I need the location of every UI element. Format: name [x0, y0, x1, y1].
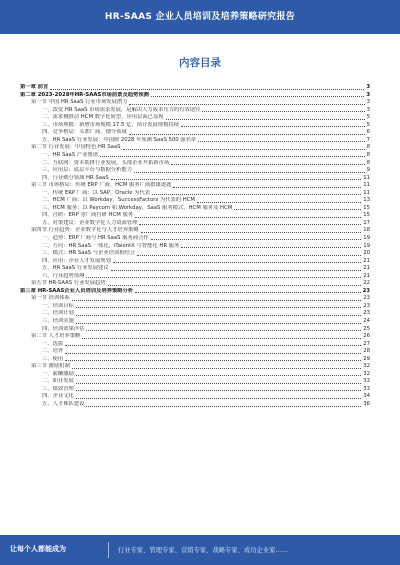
toc-entry-text: 二、HCM 厂商：以 Workday、SuccessFactors 为代表的 HCM: [42, 197, 195, 204]
toc-entry-text: 四、应用：企业人才发展规划: [42, 257, 111, 264]
toc-page-number: 28: [363, 348, 370, 355]
toc-entry-text: 第一节 中国 HR SaaS 行业市场发展潜力: [31, 99, 128, 106]
toc-entry-text: 二、方向：HR SaaS 一体化，iTalentX 与智能化 HR 服务: [42, 242, 180, 249]
toc-page-number: 33: [363, 378, 370, 385]
toc-entry[interactable]: [20, 401, 370, 409]
toc-page-number: 26: [363, 333, 370, 340]
toc-page-number: 19: [363, 234, 370, 241]
dot-leader: [173, 187, 361, 188]
dot-leader: [166, 119, 365, 120]
toc-entry[interactable]: [20, 310, 370, 318]
toc-page-number: 17: [363, 219, 370, 226]
report-title: HR-SAAS 企业人员培训及培养策略研究报告: [104, 12, 296, 22]
dot-leader: [76, 375, 361, 376]
toc-entry[interactable]: [20, 393, 370, 401]
toc-page-number: 18: [363, 227, 370, 234]
toc-entry[interactable]: [20, 182, 370, 190]
toc-entry[interactable]: [20, 288, 370, 296]
toc-entry-text: 五、人才梯队建设: [42, 401, 85, 408]
toc-entry-text: 四、企业文化: [42, 393, 74, 400]
toc-entry[interactable]: [20, 99, 370, 107]
toc-page-number: 3: [366, 91, 370, 98]
toc-entry[interactable]: [20, 356, 370, 364]
toc-entry[interactable]: [20, 348, 370, 356]
toc-entry-text: 一、培训目标: [42, 302, 74, 309]
toc-entry-text: 四、培训效果评估: [42, 325, 85, 332]
dot-leader: [202, 111, 364, 112]
toc-page-number: 20: [363, 250, 370, 257]
toc-entry-text: 第二章 2023-2028年HR-SAAS市场前景及趋势预测: [20, 91, 149, 98]
toc-entry-text: 三、模式：HR SaaS 与企业培训相结合: [42, 250, 136, 257]
toc-entry[interactable]: [20, 265, 370, 273]
toc-entry-text: 一、选拔: [42, 340, 64, 347]
toc-entry[interactable]: [20, 152, 370, 160]
dot-leader: [65, 345, 361, 346]
dot-leader: [65, 353, 361, 354]
toc-entry[interactable]: [20, 144, 370, 152]
toc-entry[interactable]: [20, 280, 370, 288]
toc-page-number: 19: [363, 242, 370, 249]
dot-leader: [141, 232, 362, 233]
toc-entry[interactable]: [20, 242, 370, 250]
toc-page-number: 8: [366, 151, 370, 158]
dot-leader: [86, 406, 361, 407]
dot-leader: [234, 209, 361, 210]
toc-entry-text: 第一节 培训体系: [31, 295, 70, 302]
toc-entry-text: 第五节 HR-SAAS 行业发展趋势: [31, 280, 106, 287]
dot-leader: [86, 277, 361, 278]
toc-entry-text: 二、培养: [42, 348, 64, 355]
toc-page-number: 5: [366, 121, 370, 128]
dot-leader: [181, 126, 365, 127]
toc-page-number: 15: [363, 204, 370, 211]
toc-entry[interactable]: [20, 114, 370, 122]
dot-leader: [152, 194, 361, 195]
dot-leader: [76, 398, 361, 399]
toc-entry-text: 第四节 行业趋势：企业数字化与人才培养策略: [31, 227, 139, 234]
dot-leader: [151, 96, 364, 97]
dot-leader: [76, 307, 361, 308]
toc-page-number: 21: [363, 257, 370, 264]
dot-leader: [82, 338, 361, 339]
dot-leader: [135, 292, 360, 293]
toc-page-number: 5: [366, 114, 370, 121]
toc-entry[interactable]: [20, 167, 370, 175]
toc-entry-text: 四、自研：ERP 等厂商自研 HCM 服务: [42, 212, 134, 219]
toc-entry-text: 五、HR SaaS 行业发展建议: [42, 265, 109, 272]
toc-entry[interactable]: [20, 371, 370, 379]
toc-entry-text: 一、传统 ERP 厂商：以 SAP、Oracle 为代表: [42, 189, 151, 196]
toc-page-number: 3: [366, 106, 370, 113]
toc-entry-text: 第三章 HR-SAAS企业人员培训及培养策略分析: [20, 287, 134, 294]
toc-entry-text: 三、应用层：底层平台与数据分析能力: [42, 167, 133, 174]
toc-entry-text: 三、培训实施: [42, 318, 74, 324]
dot-leader: [76, 315, 361, 316]
toc-page-number: 32: [363, 363, 370, 370]
toc-entry-text: 五、HR SaaS 行业发展：中国榜 2028 年预测 SaaS 500 强名单: [42, 136, 197, 143]
toc-entry-text: 一、薪酬激励: [42, 370, 74, 377]
toc-entry-text: 第二节 人才培养策略: [31, 333, 81, 340]
toc-page-number: 3: [366, 99, 370, 106]
toc-entry[interactable]: [20, 84, 370, 92]
toc-entry[interactable]: [20, 318, 370, 326]
toc-entry[interactable]: [20, 326, 370, 334]
toc-title: 内容目录: [179, 57, 221, 69]
dot-leader: [151, 239, 362, 240]
toc-entry-text: 二、需求侧推动 HCM 数字化转型，应用层面已显现: [42, 114, 164, 121]
toc-page-number: 36: [363, 401, 370, 408]
toc-entry-text: 四、竞争格局：头部厂商、细分领域: [42, 129, 127, 136]
toc-page-number: 32: [363, 370, 370, 377]
toc-entry-text: 第三节 市场格局：传统 ERP 厂商、HCM 服务厂商群雄逐鹿: [31, 182, 172, 189]
toc-entry[interactable]: [20, 159, 370, 167]
toc-entry[interactable]: [20, 363, 370, 371]
toc-entry[interactable]: [20, 333, 370, 341]
toc-entry[interactable]: [20, 129, 370, 137]
toc-page-number: 11: [363, 182, 370, 189]
toc-entry[interactable]: [20, 341, 370, 349]
toc-page-number: 27: [363, 340, 370, 347]
footer-bar: [0, 535, 400, 565]
dot-leader: [111, 179, 362, 180]
toc-entry-text: 第一章 前言: [20, 84, 49, 91]
toc-page-number: 21: [363, 272, 370, 279]
dot-leader: [50, 89, 364, 90]
toc-entry-text: 一、改变 HR SaaS 市场需求发展，是解决人力成本压力的有效途径: [42, 106, 201, 113]
toc-page-number: 6: [366, 129, 370, 136]
dot-leader: [129, 134, 365, 135]
toc-entry[interactable]: [20, 220, 370, 228]
toc-entry[interactable]: [20, 378, 370, 386]
toc-entry-text: 五、对策建议：企业数字化人力资源管理: [42, 219, 138, 226]
toc-entry-text: 三、使用: [42, 355, 64, 362]
toc-entry[interactable]: [20, 386, 370, 394]
toc-page-number: 13: [363, 197, 370, 204]
toc-entry-text: 一、趋势：ERP 厂商与 HR SaaS 服务商合作: [42, 234, 149, 241]
toc-entry[interactable]: [20, 92, 370, 100]
toc-page-number: 23: [362, 287, 370, 294]
dot-leader: [108, 285, 362, 286]
toc-entry-text: 三、市场规模：新增市场规模 17.5 亿，预计发展规模持续: [42, 121, 179, 128]
toc-page-number: 8: [366, 144, 370, 151]
toc-entry[interactable]: [20, 205, 370, 213]
toc-page-number: 11: [363, 189, 370, 196]
dot-leader: [76, 383, 361, 384]
toc-page-number: 8: [366, 159, 370, 166]
toc-entry-text: 二、培训计划: [42, 310, 74, 317]
toc-entry-text: 六、行业趋势预测: [42, 272, 85, 279]
dot-leader: [123, 149, 365, 150]
toc-entry[interactable]: [20, 295, 370, 303]
toc-page-number: 34: [363, 393, 370, 400]
dot-leader: [134, 172, 365, 173]
toc-page-number: 24: [363, 318, 370, 324]
dot-leader: [72, 368, 361, 369]
toc-entry[interactable]: [20, 197, 370, 205]
dot-leader: [197, 202, 361, 203]
toc-entry[interactable]: [20, 175, 370, 183]
toc-entry-text: 第三节 激励机制: [31, 363, 70, 370]
toc-entry[interactable]: [20, 137, 370, 145]
toc-page-number: 7: [366, 136, 370, 143]
toc-page-number: 25: [363, 325, 370, 332]
dot-leader: [129, 104, 364, 105]
toc-page-number: 29: [363, 355, 370, 362]
toc-entry-text: 二、职业发展: [42, 378, 74, 385]
toc-entry[interactable]: [20, 190, 370, 198]
toc-entry-text: 二、互联网：资本助推行业发展，头部企业开拓新市场: [42, 159, 170, 166]
toc-page-number: 9: [366, 167, 370, 174]
toc-page-number: 23: [363, 302, 370, 309]
dot-leader: [76, 323, 361, 324]
toc-entry-text: 第二节 行业发展：中国特色 HR SaaS: [31, 144, 121, 151]
toc-entry[interactable]: [20, 273, 370, 281]
dot-leader: [72, 300, 361, 301]
dot-leader: [76, 390, 361, 391]
toc-page-number: 3: [366, 84, 370, 91]
toc-page-number: 23: [363, 310, 370, 317]
toc-page-number: 22: [363, 280, 370, 287]
toc-entry-text: 三、绩效管理: [42, 385, 74, 392]
toc-entry[interactable]: [20, 107, 370, 115]
dot-leader: [181, 247, 361, 248]
toc-page-number: 33: [363, 385, 370, 392]
dot-leader: [111, 270, 362, 271]
dot-leader: [135, 217, 361, 218]
toc-page-number: 23: [363, 295, 370, 302]
toc-entry[interactable]: [20, 250, 370, 258]
toc-entry[interactable]: [20, 258, 370, 266]
dot-leader: [139, 224, 361, 225]
footer-divider: [108, 542, 109, 558]
dot-leader: [65, 360, 361, 361]
toc-entry[interactable]: [20, 227, 370, 235]
header-bar: [0, 0, 400, 34]
footer-tagline: 行业专家、管理专家、营销专家、战略专家、成功企业家……: [118, 547, 289, 554]
dot-leader: [100, 156, 365, 157]
dot-leader: [198, 141, 364, 142]
footer-slogan: 让每个人都能成为: [10, 545, 66, 553]
toc-entry[interactable]: [20, 235, 370, 243]
toc-entry[interactable]: [20, 303, 370, 311]
toc-entry-text: 四、行业细分领域 HR SaaS: [42, 174, 109, 181]
dot-leader: [137, 255, 361, 256]
toc-entry[interactable]: [20, 122, 370, 130]
toc-entry[interactable]: [20, 212, 370, 220]
dot-leader: [86, 330, 361, 331]
dot-leader: [113, 262, 361, 263]
table-of-contents: [20, 84, 370, 409]
toc-page-number: 21: [363, 265, 370, 272]
toc-page-number: 15: [363, 212, 370, 219]
toc-page-number: 11: [363, 174, 370, 181]
dot-leader: [171, 164, 364, 165]
toc-entry-text: 一、HR SaaS 产业图谱: [42, 151, 99, 158]
toc-entry-text: 三、HCM 服务：以 Paycom 和 Workday、SaaS 服务模式、HCM 服务及 HCM: [42, 204, 233, 211]
